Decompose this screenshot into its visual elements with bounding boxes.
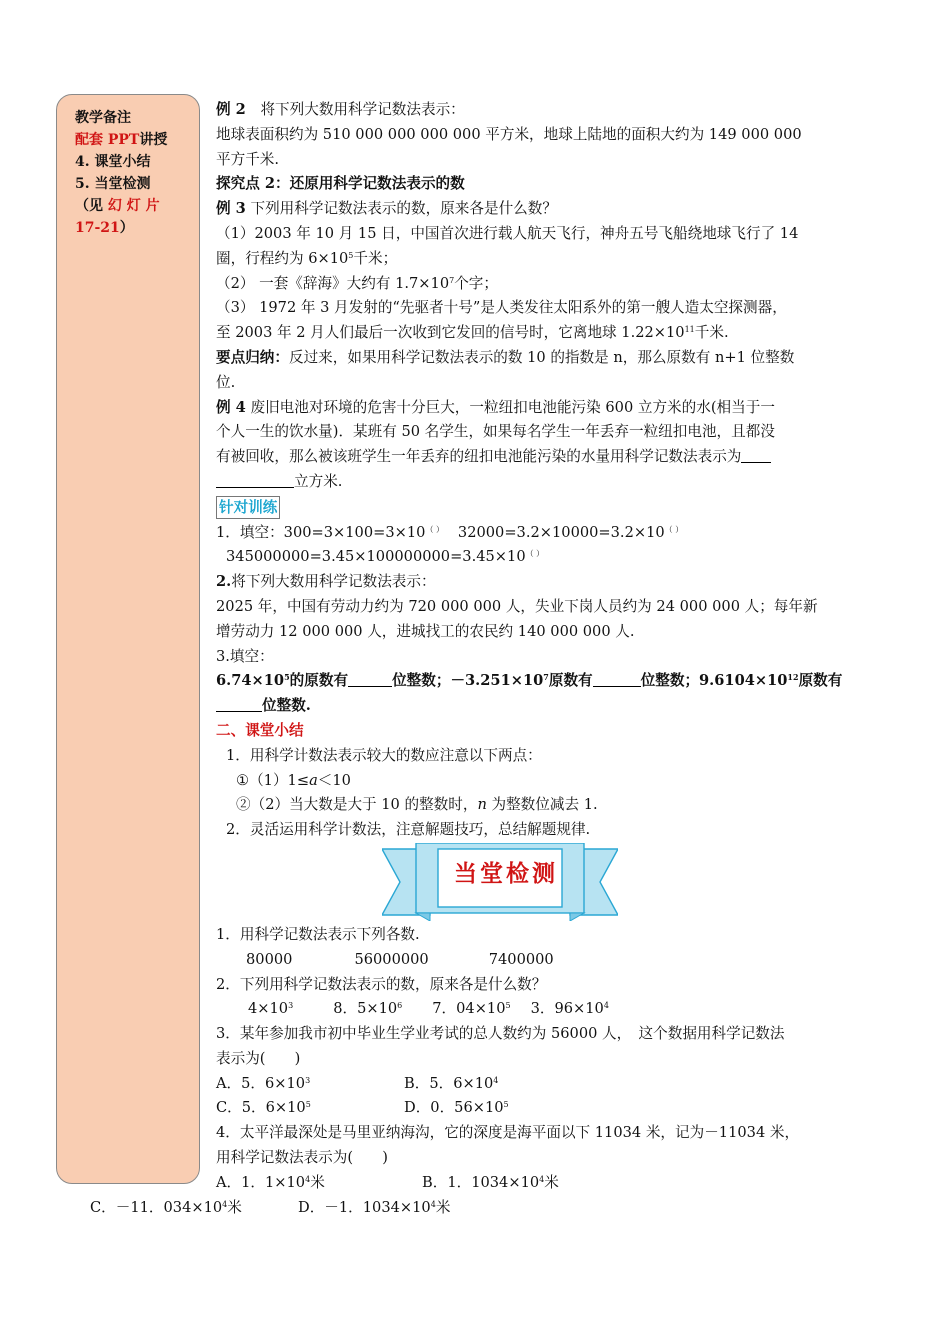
ex4-l4-text: 立方米. [294,472,343,490]
test-q2-a-exp: 3 [288,1001,294,1011]
ex3-i2-exp: 7 [449,275,455,285]
q3-a: 6.74×10 [216,672,285,690]
training-q2 [216,570,866,595]
test-q3-D[interactable] [404,1099,509,1116]
q3-d: 原数有 [548,672,593,690]
test-q3-B[interactable] [404,1075,498,1092]
q3-A-exp: 3 [305,1075,311,1085]
ex3-i2a: （2） 一套《辞海》大约有 1.7×10 [216,274,450,292]
test-q1-numbers [216,948,866,973]
sidebar-ppt-red: 配套 PPT [75,132,140,148]
q3-B-text: B．5．6×10 [404,1074,494,1092]
sidebar-ppt-rest: 讲授 [139,132,168,148]
ex4-blank-1[interactable] [741,446,771,463]
training-q1b: 32000=3.2×10000=3.2×10 [457,523,665,541]
training-q3 [216,669,866,694]
example-2 [216,98,866,123]
q3-f: 原数有 [798,672,843,690]
test-q1-n2: 56000000 [354,950,429,968]
test-q1-n1: 80000 [246,950,293,968]
summary-p1a-text: ①（1）1≤ [236,771,310,789]
q4-D-unit: 米 [435,1199,451,1216]
sidebar-slides-red: 幻 灯 片 [107,198,160,214]
training-q1c: 345000000=3.45×100000000=3.45×10 [226,548,526,566]
test-q4-l1: 4．太平洋最深处是马里亚纳海沟，它的深度是海平面以下 11034 米，记为－11034 米， [216,1124,800,1142]
sidebar-line-ppt [75,129,189,151]
ex3-i3c: 千米. [694,324,729,342]
test-q4-l2: 用科学记数法表示为( ) [216,1149,388,1167]
q3-c-exp: 7 [543,672,549,683]
test-q3-cd [216,1096,866,1121]
training-q1c-line [216,545,866,570]
explore-point-2: 探究点 2：还原用科学记数法表示的数 [216,175,465,193]
training-q3-label: 3.填空： [216,647,274,665]
training-q1 [216,521,866,546]
test-banner [216,843,866,923]
test-q2-b: 8．5×10 [333,1000,398,1018]
test-q2: 2．下列用科学记数法表示的数，原来各是什么数？ [216,975,547,993]
test-q1-n3: 7400000 [488,950,554,968]
test-q2-c: 7．04×10 [432,1000,506,1018]
q3-D-text: D．0．56×10 [404,1099,504,1117]
key-point-line2: 位. [216,373,236,391]
key-point [216,346,866,371]
sidebar-range-red: 17-21 [75,220,120,236]
example-2-line2: 地球表面积约为 510 000 000 000 000 平方米，地球上陆地的面积大约为 149 000 000 [216,125,802,143]
ex3-i1b: 圈，行程约为 6×10 [216,249,349,267]
summary-p1b-text: ②（2）当大数是大于 10 的整数时， [236,796,478,814]
summary-p1a-var: a [309,771,318,789]
test-q2-b-exp: 6 [397,1001,403,1011]
ex4-blank-2[interactable] [216,471,294,488]
q3-D-exp: 5 [503,1100,509,1110]
training-q3-line2 [216,694,866,719]
ex4-l3-text: 有被回收，那么被该班学生一年丢弃的纽扣电池能污染的水量用科学记数法表示为 [216,448,742,466]
test-q2-c-exp: 5 [505,1001,511,1011]
q3-C-text: C．5．6×10 [216,1099,306,1117]
q3-c: 位整数；－3.251×10 [392,672,544,690]
q3-blank-2[interactable] [593,670,641,687]
example-3-label: 例 3 [216,200,246,218]
q4-C-exp: 4 [222,1200,228,1209]
example-3-item3a: （3） 1972 年 3 月发射的“先驱者十号”是人类发往太阳系外的第一艘人造太空探测器， [216,299,787,317]
q3-g: 位整数. [262,697,311,715]
q4-A-text: A．1．1×10 [216,1173,306,1191]
q4-C-text: C．－11．034×10 [90,1199,223,1216]
example-4-l3 [216,445,866,470]
test-q3-C[interactable] [216,1096,404,1121]
training-q2-l2: 增劳动力 12 000 000 人，进城找工的农民约 140 000 000 人. [216,622,635,640]
example-3-item3b [216,321,866,346]
q4-A-exp: 4 [305,1174,311,1184]
example-4-label: 例 4 [216,398,246,416]
example-3-text: 下列用科学记数法表示的数，原来各是什么数？ [250,200,557,218]
training-title-box: 针对训练 [216,496,280,519]
summary-p1b [216,793,866,818]
summary-p1a [216,769,866,794]
summary-p1: 1．用科学计数法表示较大的数应注意以下两点： [226,746,542,764]
example-4-l4 [216,470,866,495]
training-q2-text: 将下列大数用科学记数法表示： [231,573,436,591]
test-q4-D[interactable] [298,1199,450,1216]
ex3-i1c: 千米； [353,249,398,267]
example-3-item2 [216,272,866,297]
example-3 [216,197,866,222]
q4-D-text: D．－1．1034×10 [298,1199,431,1216]
training-q2-num: 2. [216,573,232,591]
q3-b: 的原数有 [289,672,349,690]
training-q1b-paren: （ ） [664,524,684,534]
sidebar-line-range [75,217,189,239]
main-content [216,98,866,1196]
test-q3-ab [216,1072,866,1097]
sidebar-range-close: ） [119,220,134,236]
banner-text: 当堂检测 [454,860,558,887]
example-2-text: 将下列大数用科学记数法表示： [245,101,465,118]
q3-C-exp: 5 [305,1100,311,1110]
test-q4-C[interactable] [90,1196,298,1220]
training-q1a: 1．填空：300=3×100=3×10 [216,523,426,541]
q3-B-exp: 4 [493,1075,499,1085]
example-3-item1b [216,247,866,272]
test-q2-numbers [216,997,866,1022]
example-2-label: 例 2 [216,101,246,118]
summary-p1b-var: n [477,796,487,814]
q4-B-exp: 4 [539,1174,545,1184]
summary-p2: 2．灵活运用科学计数法，注意解题技巧，总结解题规律. [226,821,591,839]
q4-C-unit: 米 [227,1199,242,1216]
q4-B-text: B．1．1034×10 [422,1173,540,1191]
summary-p1a-tail: ＜10 [317,771,351,789]
sidebar-title: 教学备注 [75,110,131,126]
sidebar-slides-open: （见 [75,198,103,214]
training-q1a-paren: （ ） [425,524,444,534]
q4-D-exp: 4 [430,1200,436,1209]
test-q2-d-exp: 4 [603,1001,609,1011]
q3-blank-1[interactable] [348,670,392,687]
key-point-text: 反过来，如果用科学记数法表示的数 10 的指数是 n，那么原数有 n+1 位整数 [288,348,795,366]
key-point-label: 要点归纳： [216,348,289,366]
ex3-i3b: 至 2003 年 2 月人们最后一次收到它发回的信号时，它离地球 1.22×10 [216,324,685,342]
q3-e: 位整数；9.6104×10 [640,672,788,690]
summary-title: 二、课堂小结 [216,721,304,739]
test-q3-l1: 3．某年参加我市初中毕业生学业考试的总人数约为 56000 人， 这个数据用科学记数法 [216,1025,785,1043]
test-q1: 1．用科学记数法表示下列各数. [216,925,420,943]
test-q4-B[interactable] [422,1174,559,1191]
q4-B-unit: 米 [544,1173,559,1191]
q3-e-exp: 12 [787,672,799,683]
q3-A-text: A．5．6×10 [216,1074,306,1092]
example-4-l1: 废旧电池对环境的危害十分巨大，一粒纽扣电池能污染 600 立方米的水(相当于一 [250,398,775,416]
ex3-i3-exp: 11 [684,325,695,335]
test-q3-A[interactable] [216,1072,404,1097]
sidebar-line-test: 5. 当堂检测 [75,176,151,192]
q3-blank-3[interactable] [216,695,262,712]
training-heading [216,495,866,521]
sidebar-line-slides [75,195,189,217]
ex3-i2b: 个字； [454,274,498,292]
test-q4-cd [90,1196,450,1220]
training-q1c-paren: （ ） [525,549,545,559]
example-4-l2: 个人一生的饮水量)．某班有 50 名学生，如果每名学生一年丢弃一粒纽扣电池，且都没 [216,423,775,441]
teaching-notes-sidebar [56,94,200,1184]
sidebar-line-summary: 4. 课堂小结 [75,154,151,170]
summary-p1b-tail: 为整数位减去 1. [486,796,598,814]
test-q3-l2: 表示为( ) [216,1049,301,1067]
training-q2-l1: 2025 年，中国有劳动力约为 720 000 000 人，失业下岗人员约为 24 000 000 人；每年新 [216,597,818,615]
q4-A-unit: 米 [310,1173,325,1191]
example-3-item1a: （1）2003 年 10 月 15 日，中国首次进行载人航天飞行，神舟五号飞船绕地球飞行了 14 [216,224,799,242]
test-q4-A[interactable] [216,1171,422,1196]
example-4 [216,396,866,421]
test-q4-ab [216,1171,866,1196]
ex3-i1-exp: 5 [348,250,354,260]
q3-a-exp: 5 [284,672,290,683]
test-q2-d: 3．96×10 [530,1000,604,1018]
example-2-line3: 平方千米. [216,150,280,168]
test-q2-a: 4×10 [248,1000,289,1018]
